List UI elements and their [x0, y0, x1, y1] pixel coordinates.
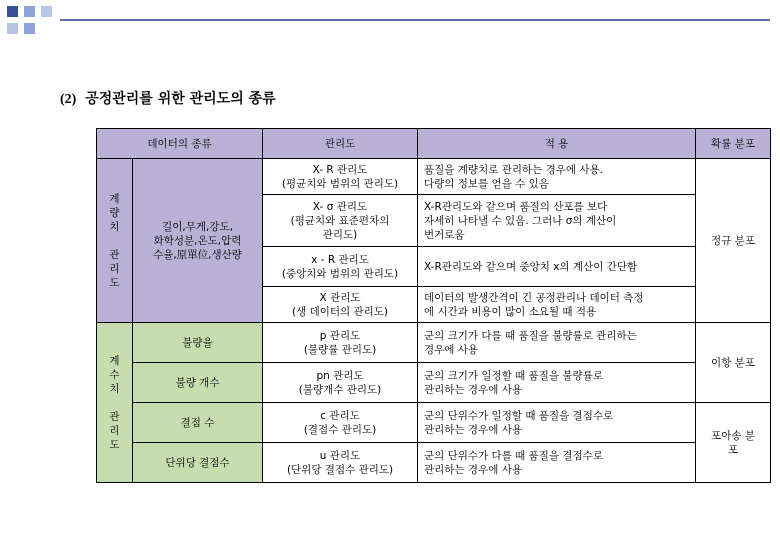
app-xbar-r: 품질을 계량치로 관리하는 경우에 사용. 다량의 정보를 얻을 수 있음 — [418, 159, 696, 195]
table-row — [97, 403, 771, 443]
chart-p: p 관리도 (불량률 관리도) — [263, 323, 418, 363]
header-chart: 관리도 — [263, 129, 418, 159]
type-defect-rate: 불량율 — [133, 323, 263, 363]
chart-median-r: x - R 관리도 (중앙치와 범위의 관리도) — [263, 247, 418, 287]
table-row — [97, 323, 771, 363]
chart-x: X 관리도 (생 데이터의 관리도) — [263, 287, 418, 323]
type-defects-per-unit: 단위당 결점수 — [133, 443, 263, 483]
table-row — [97, 363, 771, 403]
header-data-type: 데이터의 종류 — [97, 129, 263, 159]
app-p: 군의 크기가 다를 때 품질을 불량률로 관리하는 경우에 사용 — [418, 323, 696, 363]
distribution-binomial: 이항 분포 — [696, 323, 771, 403]
header-square-light-2 — [41, 6, 52, 17]
section-title-text: 공정관리를 위한 관리도의 종류 — [85, 91, 276, 107]
control-chart-table — [96, 128, 771, 483]
type-defect-number: 결점 수 — [133, 403, 263, 443]
app-x: 데이터의 발생간격이 긴 공정관리나 데이터 측정 에 시간과 비용이 많이 소요될 때 적용 — [418, 287, 696, 323]
group-label-variables: 계 량 치 관 리 도 — [97, 159, 133, 323]
chart-c: c 관리도 (결점수 관리도) — [263, 403, 418, 443]
table-row — [97, 443, 771, 483]
table-row — [97, 159, 771, 195]
app-u: 군의 단위수가 다를 때 품질을 결점수로 관리하는 경우에 사용 — [418, 443, 696, 483]
variables-data-types: 길이,무게,강도, 화학성분,온도,압력 수율,原單位,생산량 — [133, 159, 263, 323]
chart-xbar-r: X- R 관리도 (평균치와 범위의 관리도) — [263, 159, 418, 195]
app-pn: 군의 크기가 일정할 때 품질을 불량률로 관리하는 경우에 사용 — [418, 363, 696, 403]
header-square-light — [7, 23, 18, 34]
app-median-r: X-R관리도와 같으며 중앙치 x의 계산이 간단함 — [418, 247, 696, 287]
chart-u: u 관리도 (단위당 결점수 관리도) — [263, 443, 418, 483]
app-xbar-sigma: X-R관리도와 같으며 품질의 산포를 보다 자세히 나타낼 수 있음. 그러나 σ의 계산이 번거로움 — [418, 195, 696, 247]
app-c: 군의 단위수가 일정할 때 품질을 결점수로 관리하는 경우에 사용 — [418, 403, 696, 443]
header-application: 적 용 — [418, 129, 696, 159]
distribution-normal: 정규 분포 — [696, 159, 771, 323]
header-distribution: 확률 분포 — [696, 129, 771, 159]
header-rule — [60, 19, 770, 21]
chart-xbar-sigma: X- σ 관리도 (평균치와 표준편차의 관리도) — [263, 195, 418, 247]
header-square-mid-2 — [24, 23, 35, 34]
group-label-attributes: 계 수 치 관 리 도 — [97, 323, 133, 483]
header-square-mid — [24, 6, 35, 17]
type-defect-count: 불량 개수 — [133, 363, 263, 403]
chart-pn: pn 관리도 (불량개수 관리도) — [263, 363, 418, 403]
section-number: (2) — [60, 92, 77, 107]
table-header-row — [97, 129, 771, 159]
distribution-poisson: 포아송 분 포 — [696, 403, 771, 483]
header-square-dark — [7, 6, 18, 17]
section-title — [60, 88, 276, 108]
